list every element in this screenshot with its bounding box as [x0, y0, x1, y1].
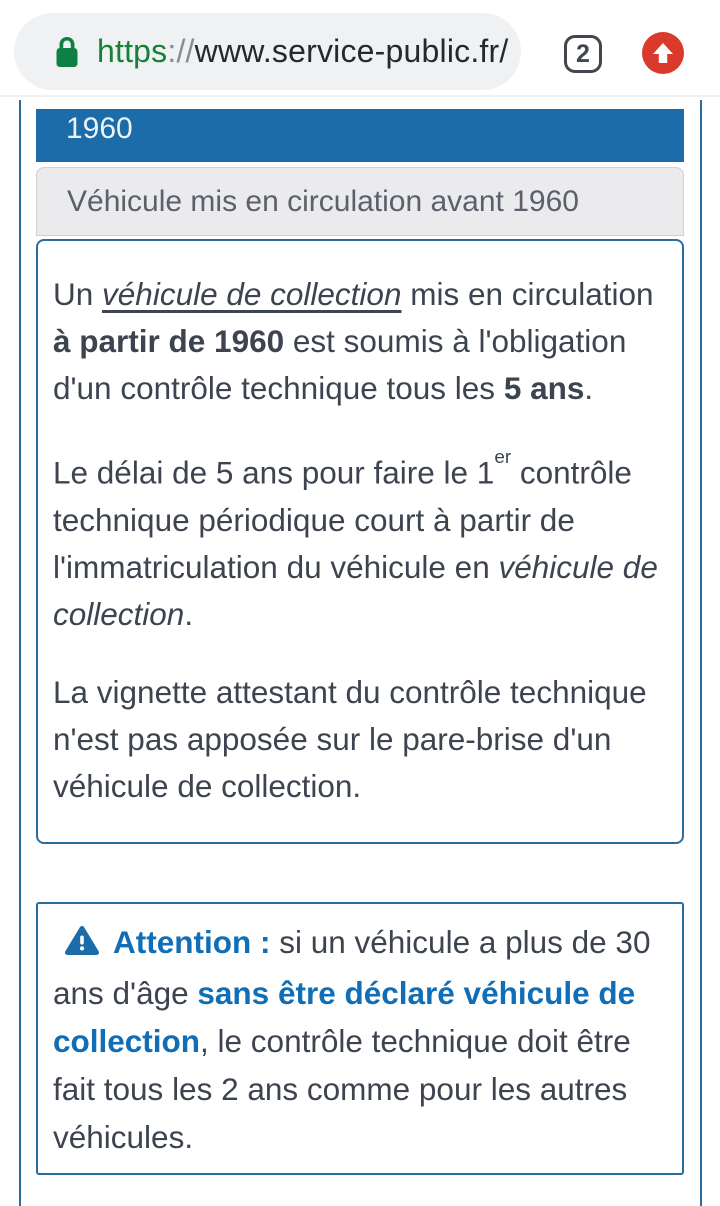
paragraph-2: Le délai de 5 ans pour faire le 1er contrôle technique périodique court à partir de l'immatriculation du véhicule en véhicule de collection.: [53, 446, 658, 632]
inactive-tab-label: Véhicule mis en circulation avant 1960: [67, 184, 579, 218]
update-button[interactable]: [642, 32, 684, 74]
address-bar[interactable]: [14, 13, 521, 90]
ordinal-superscript: er: [494, 446, 512, 468]
tab-active-apres-1960[interactable]: [36, 109, 684, 162]
url-host: www.service-public.fr/: [194, 33, 509, 69]
page-content: [36, 109, 684, 1175]
article-box: [36, 239, 684, 844]
active-tab-label: 1960: [66, 112, 133, 145]
attention-label: Attention :: [113, 923, 271, 960]
definition-link-vehicule-collection[interactable]: véhicule de collection: [102, 276, 402, 312]
italic-vehicule-collection: véhicule de collection: [53, 548, 658, 632]
paragraph-3: La vignette attestant du contrôle technique n'est pas apposée sur le pare-brise d'un véhicule de collection.: [53, 673, 647, 804]
update-icon: [651, 41, 675, 65]
lock-icon: [55, 36, 79, 68]
browser-toolbar: [0, 0, 720, 97]
tab-count: 2: [576, 39, 590, 68]
page-frame: [19, 100, 702, 1206]
tab-avant-1960[interactable]: [36, 167, 684, 236]
tab-counter-button[interactable]: [564, 35, 602, 73]
attention-text: Attention : si un véhicule a plus de 30 ans d'âge sans être déclaré véhicule de collection, le contrôle technique doit être fait tous les 2 ans comme pour les autres véhicules.: [53, 918, 667, 1161]
paragraph-1: Un véhicule de collection mis en circulation à partir de 1960 est soumis à l'obligation d'un contrôle technique tous les 5 ans.: [53, 276, 654, 406]
warning-triangle-icon: [65, 921, 99, 969]
attention-emphasis: sans être déclaré véhicule de collection: [53, 974, 636, 1059]
url-separator: ://: [167, 33, 195, 69]
bold-a-partir-1960: à partir de 1960: [53, 323, 285, 359]
bold-5-ans: 5 ans: [503, 370, 585, 406]
url-scheme: https: [97, 33, 168, 69]
attention-box: [36, 902, 684, 1175]
url-text: [97, 33, 508, 70]
